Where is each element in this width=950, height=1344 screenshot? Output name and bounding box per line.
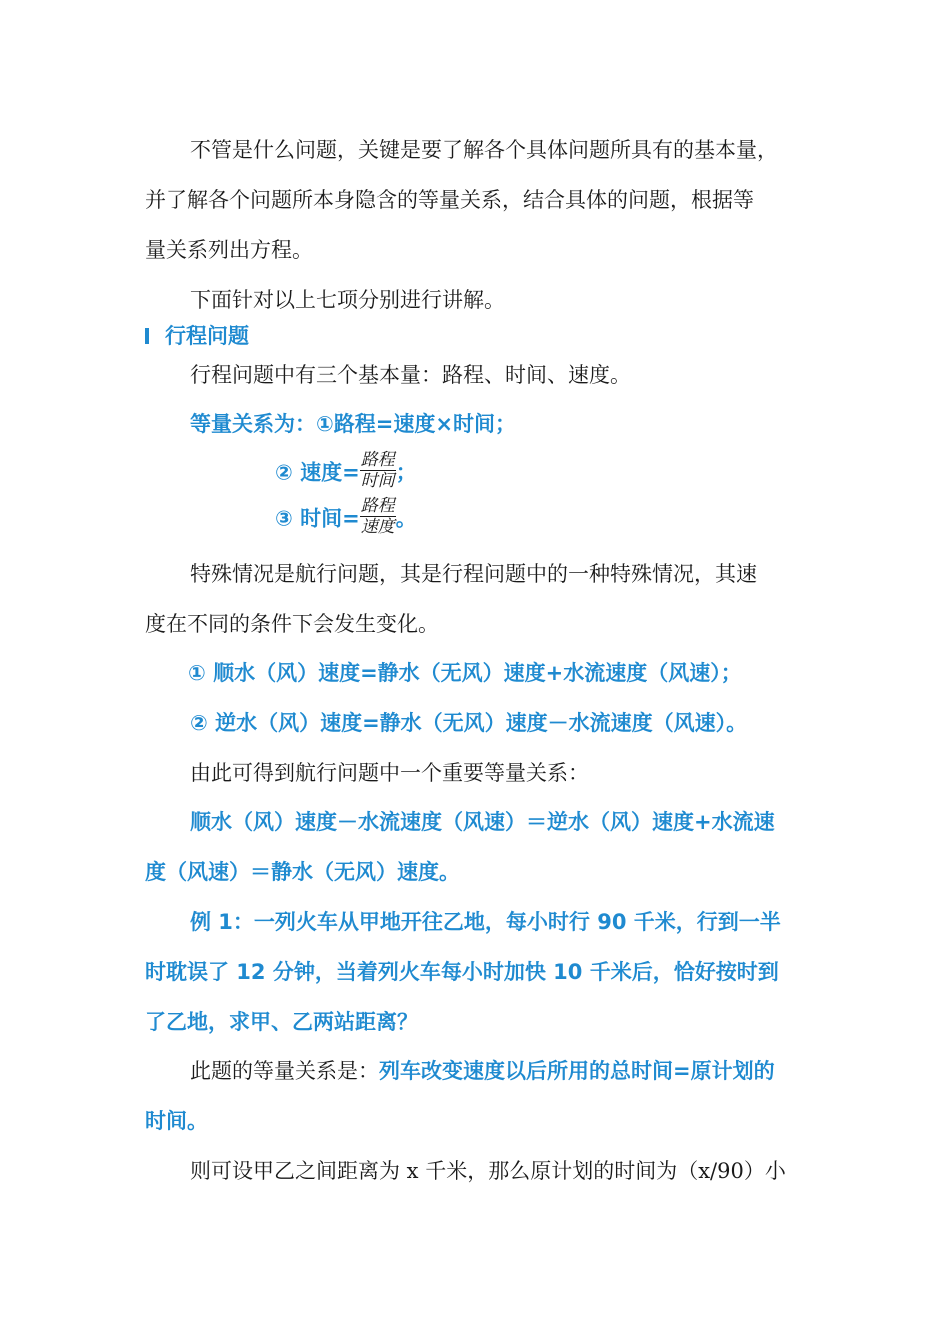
fraction bbox=[360, 496, 396, 537]
conclusion-line: 顺水（风）速度－水流速度（风速）＝逆水（风）速度+水流速 bbox=[190, 810, 775, 834]
solution-line: 则可设甲乙之间距离为 x 千米，那么原计划的时间为（x/90）小 bbox=[190, 1159, 786, 1183]
heading-bar-icon bbox=[145, 328, 149, 344]
relation-2 bbox=[275, 450, 417, 491]
paragraph-line: 下面针对以上七项分别进行讲解。 bbox=[190, 288, 505, 312]
paragraph-line: 度在不同的条件下会发生变化。 bbox=[145, 612, 439, 636]
paragraph-line: 特殊情况是航行问题，其是行程问题中的一种特殊情况，其速 bbox=[190, 562, 757, 586]
example-line: 了乙地，求甲、乙两站距离？ bbox=[145, 1010, 418, 1034]
fraction-denominator: 速度 bbox=[360, 517, 395, 537]
section-intro: 行程问题中有三个基本量：路程、时间、速度。 bbox=[190, 363, 631, 387]
fraction-numerator: 路程 bbox=[360, 496, 395, 516]
relation-3 bbox=[275, 496, 417, 537]
rule-2: ② 逆水（风）速度=静水（无风）速度－水流速度（风速）。 bbox=[190, 711, 748, 735]
section-heading bbox=[145, 320, 249, 352]
paragraph-line: 并了解各个问题所本身隐含的等量关系，结合具体的问题，根据等 bbox=[145, 188, 754, 212]
section-title: 行程问题 bbox=[165, 324, 249, 348]
relation-prefix: 此题的等量关系是： bbox=[190, 1059, 379, 1083]
rule-1: ① 顺水（风）速度=静水（无风）速度+水流速度（风速）； bbox=[188, 661, 742, 685]
fraction-denominator: 时间 bbox=[360, 471, 395, 491]
paragraph-line: 不管是什么问题，关键是要了解各个具体问题所具有的基本量， bbox=[190, 138, 778, 162]
example-line: 例 1：一列火车从甲地开往乙地，每小时行 90 千米，行到一半 bbox=[190, 910, 781, 934]
fraction-numerator: 路程 bbox=[360, 450, 395, 470]
example-line: 时耽误了 12 分钟，当着列火车每小时加快 10 千米后，恰好按时到 bbox=[145, 960, 779, 984]
relation-statement bbox=[190, 1055, 775, 1087]
relation-3-label: ③ 时间= bbox=[275, 506, 360, 531]
paragraph-line: 由此可得到航行问题中一个重要等量关系： bbox=[190, 761, 589, 785]
relation-3-end: 。 bbox=[395, 506, 417, 531]
relation-2-label: ② 速度= bbox=[275, 460, 360, 485]
fraction bbox=[360, 450, 396, 491]
relation-2-end: ； bbox=[395, 460, 417, 485]
conclusion-line: 度（风速）＝静水（无风）速度。 bbox=[145, 860, 460, 884]
paragraph-line: 量关系列出方程。 bbox=[145, 238, 313, 262]
relation-text-cont: 时间。 bbox=[145, 1109, 208, 1133]
relation-text: 列车改变速度以后所用的总时间=原计划的 bbox=[379, 1059, 775, 1083]
relation-1: 等量关系为：①路程=速度×时间； bbox=[190, 412, 516, 436]
